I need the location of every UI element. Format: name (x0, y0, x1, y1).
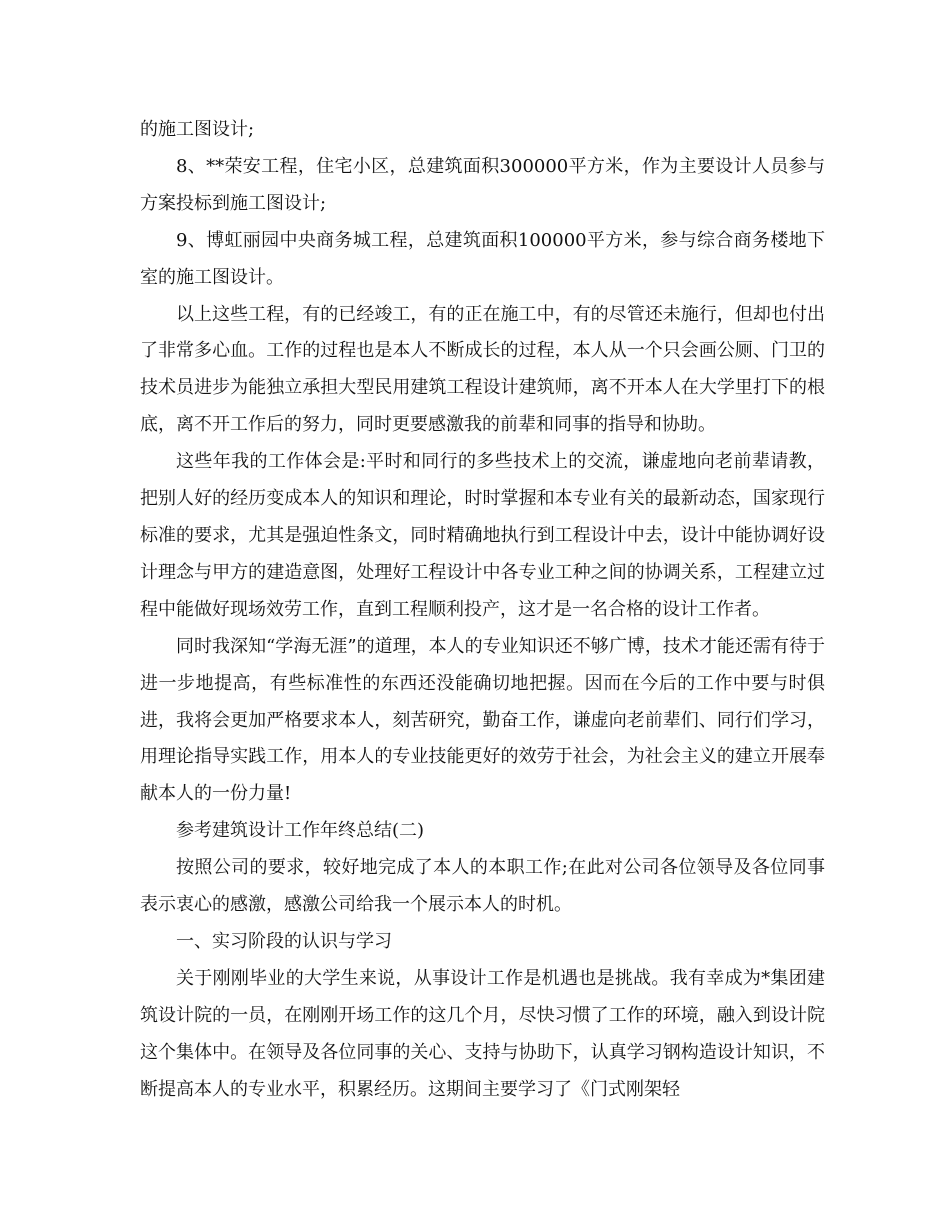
document-body (140, 112, 825, 1108)
paragraph-continuation: 的施工图设计; (140, 119, 255, 140)
paragraph-summary: 以上这些工程，有的已经竣工，有的正在施工中，有的尽管还未施行，但却也付出了非常多心血。工作的过程也是本人不断成长的过程，本人从一个只会画公厕、门卫的技术员进步为能独立承担大型民用建筑工程设计建筑师，离不开本人在大学里打下的根底，离不开工作后的努力，同时更要感激我的前辈和同事的指导和协助。 (140, 303, 825, 436)
paragraph-project-8: 8、**荣安工程，住宅小区，总建筑面积300000平方米，作为主要设计人员参与方案投标到施工图设计; (140, 155, 825, 214)
paragraph-intro-part-two: 按照公司的要求，较好地完成了本人的本职工作;在此对公司各位领导及各位同事表示衷心的感激，感激公司给我一个展示本人的时机。 (140, 857, 825, 916)
section-heading-part-two: 参考建筑设计工作年终总结(二) (176, 820, 425, 842)
paragraph-internship: 关于刚刚毕业的大学生来说，从事设计工作是机遇也是挑战。我有幸成为*集团建筑设计院的一员，在刚刚开场工作的这几个月，尽快习惯了工作的环境，融入到设计院这个集体中。在领导及各位同事的关心、支持与协助下，认真学习钢构造设计知识，不断提高本人的专业水平，积累经历。这期间主要学习了《门式刚架轻 (140, 967, 825, 1100)
paragraph-project-9: 9、博虹丽园中央商务城工程，总建筑面积100000平方米，参与综合商务楼地下室的施工图设计。 (140, 229, 825, 288)
paragraph-outlook: 同时我深知“学海无涯”的道理，本人的专业知识还不够广博，技术才能还需有待于进一步地提高，有些标准性的东西还没能确切地把握。因而在今后的工作中要与时俱进，我将会更加严格要求本人，刻苦研究，勤奋工作，谦虚向老前辈们、同行们学习，用理论指导实践工作，用本人的专业技能更好的效劳于社会，为社会主义的建立开展奉献本人的一份力量! (140, 635, 825, 805)
paragraph-experience: 这些年我的工作体会是:平时和同行的多些技术上的交流，谦虚地向老前辈请教，把别人好的经历变成本人的知识和理论，时时掌握和本专业有关的最新动态，国家现行标准的要求，尤其是强迫性条文，同时精确地执行到工程设计中去，设计中能协调好设计理念与甲方的建造意图，处理好工程设计中各专业工种之间的协调关系，工程建立过程中能做好现场效劳工作，直到工程顺利投产，这才是一名合格的设计工作者。 (140, 451, 825, 620)
subsection-heading-internship: 一、实习阶段的认识与学习 (176, 930, 392, 952)
